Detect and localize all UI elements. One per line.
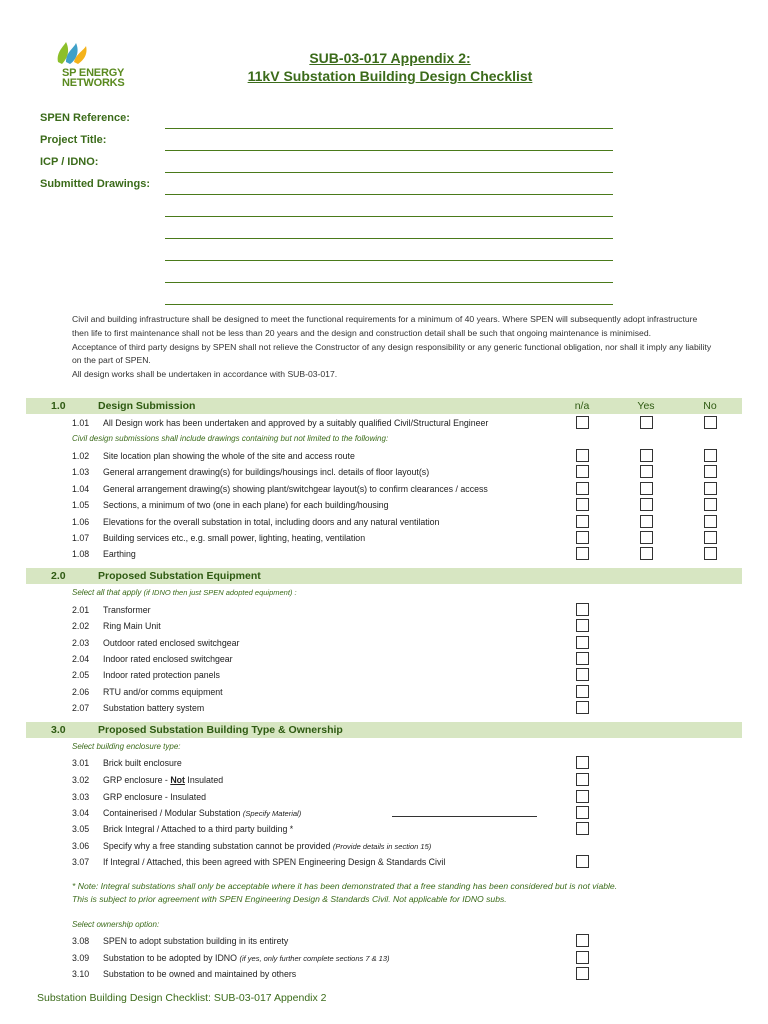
select-checkbox[interactable]: [576, 951, 589, 964]
select-checkbox[interactable]: [576, 756, 589, 769]
checklist-row: [0, 951, 768, 965]
project-title-label: Project Title:: [40, 134, 107, 146]
item-label: Substation battery system: [103, 703, 205, 713]
item-number: 3.07: [72, 857, 90, 867]
checklist-row: [0, 482, 768, 496]
item-number: 1.06: [72, 517, 90, 527]
material-input[interactable]: [392, 816, 537, 817]
logo-wordmark: SP ENERGY NETWORKS: [62, 67, 125, 89]
item-number: 1.07: [72, 533, 90, 543]
item-number: 2.01: [72, 605, 90, 615]
spen-reference-field[interactable]: [165, 128, 613, 129]
checklist-row: [0, 934, 768, 948]
item-label: All Design work has been undertaken and approved by a suitably qualified Civil/Structural Engineer: [103, 418, 489, 428]
item-number: 3.08: [72, 936, 90, 946]
item-label: RTU and/or comms equipment: [103, 687, 223, 697]
checklist-row: [0, 547, 768, 561]
checklist-row: [0, 685, 768, 699]
section-number: 1.0: [51, 400, 66, 412]
yes-checkbox[interactable]: [640, 465, 653, 478]
project-title-field[interactable]: [165, 150, 613, 151]
intro-paragraph-3: All design works shall be undertaken in accordance with SUB-03-017.: [72, 369, 338, 380]
item-label: Elevations for the overall substation in total, including doors and any natural ventilation: [103, 517, 440, 527]
na-checkbox[interactable]: [576, 416, 589, 429]
section-2-note: Select all that apply (if IDNO then just SPEN adopted equipment) :: [72, 588, 297, 597]
section-3-note: Select building enclosure type:: [72, 742, 181, 751]
checklist-row: [0, 498, 768, 512]
section-number: 2.0: [51, 570, 66, 582]
item-label: Indoor rated protection panels: [103, 670, 220, 680]
item-number: 1.03: [72, 467, 90, 477]
item-number: 2.04: [72, 654, 90, 664]
select-checkbox[interactable]: [576, 822, 589, 835]
intro-paragraph-1: Civil and building infrastructure shall be designed to meet the functional requirements for a minimum of 40 years. Where SPEN will subsequently adopt infrastructure then life to first maintenance shall not be less than 20 years and the design and construction detail shall be such that ongoing maintenance is minimised.: [72, 314, 698, 338]
select-checkbox[interactable]: [576, 790, 589, 803]
checklist-row: [0, 531, 768, 545]
item-number: 1.04: [72, 484, 90, 494]
no-checkbox[interactable]: [704, 465, 717, 478]
document-title-line-2: 11kV Substation Building Design Checklist: [247, 68, 533, 84]
yes-checkbox[interactable]: [640, 531, 653, 544]
section-title: Proposed Substation Equipment: [98, 570, 261, 582]
item-number: 2.03: [72, 638, 90, 648]
column-na: n/a: [574, 400, 590, 412]
item-number: 2.06: [72, 687, 90, 697]
checklist-row: [0, 449, 768, 463]
yes-checkbox[interactable]: [640, 449, 653, 462]
submitted-drawings-field-5[interactable]: [165, 282, 613, 283]
yes-checkbox[interactable]: [640, 547, 653, 560]
checklist-row: [0, 806, 768, 820]
checklist-row: [0, 839, 768, 853]
submitted-drawings-field-6[interactable]: [165, 304, 613, 305]
select-checkbox[interactable]: [576, 934, 589, 947]
select-checkbox[interactable]: [576, 668, 589, 681]
integral-substation-note: * Note: Integral substations shall only be acceptable where it has been demonstrated that a free standing has been considered but is not viable. This is subject to prior agreement with SPEN Engineering Design & Standards Civil. Not applicable for IDNO subs.: [72, 881, 618, 904]
yes-checkbox[interactable]: [640, 416, 653, 429]
item-label: Sections, a minimum of two (one in each plane) for each building/housing: [103, 500, 389, 510]
select-checkbox[interactable]: [576, 652, 589, 665]
select-checkbox[interactable]: [576, 806, 589, 819]
checklist-row: [0, 668, 768, 682]
select-checkbox[interactable]: [576, 619, 589, 632]
checklist-row: [0, 619, 768, 633]
item-number: 1.01: [72, 418, 90, 428]
item-number: 3.03: [72, 792, 90, 802]
no-checkbox[interactable]: [704, 547, 717, 560]
no-checkbox[interactable]: [704, 416, 717, 429]
na-checkbox[interactable]: [576, 498, 589, 511]
checklist-row: [0, 855, 768, 869]
column-no: No: [703, 400, 717, 412]
item-label: Brick Integral / Attached to a third party building *: [103, 824, 294, 834]
item-number: 3.06: [72, 841, 90, 851]
section-1-header: [26, 398, 742, 414]
section-title: Proposed Substation Building Type & Ownership: [98, 724, 343, 736]
icp-idno-field[interactable]: [165, 172, 613, 173]
checklist-row: [0, 515, 768, 529]
item-label: Specify why a free standing substation cannot be provided (Provide details in section 15): [103, 841, 432, 851]
checklist-row: [0, 967, 768, 981]
na-checkbox[interactable]: [576, 531, 589, 544]
item-label: General arrangement drawing(s) showing plant/switchgear layout(s) to confirm clearances / access: [103, 484, 488, 494]
item-label: Containerised / Modular Substation (Specify Material): [103, 808, 302, 818]
item-label: Ring Main Unit: [103, 621, 161, 631]
select-checkbox[interactable]: [576, 685, 589, 698]
no-checkbox[interactable]: [704, 498, 717, 511]
item-number: 3.10: [72, 969, 90, 979]
select-checkbox[interactable]: [576, 701, 589, 714]
item-number: 1.05: [72, 500, 90, 510]
checklist-row: [0, 603, 768, 617]
na-checkbox[interactable]: [576, 449, 589, 462]
checklist-row: [0, 465, 768, 479]
item-label: Substation to be owned and maintained by others: [103, 969, 297, 979]
item-label: Site location plan showing the whole of the site and access route: [103, 451, 355, 461]
select-checkbox[interactable]: [576, 773, 589, 786]
select-checkbox[interactable]: [576, 855, 589, 868]
item-number: 2.07: [72, 703, 90, 713]
item-number: 1.02: [72, 451, 90, 461]
item-number: 3.04: [72, 808, 90, 818]
item-label: If Integral / Attached, this been agreed with SPEN Engineering Design & Standards Civil: [103, 857, 446, 867]
checklist-row: [0, 416, 768, 430]
item-number: 2.05: [72, 670, 90, 680]
item-label: GRP enclosure - Insulated: [103, 792, 207, 802]
select-checkbox[interactable]: [576, 636, 589, 649]
na-checkbox[interactable]: [576, 515, 589, 528]
item-label: Building services etc., e.g. small power, lighting, heating, ventilation: [103, 533, 366, 543]
checklist-row: [0, 790, 768, 804]
intro-text: [72, 313, 712, 382]
no-checkbox[interactable]: [704, 482, 717, 495]
no-checkbox[interactable]: [704, 531, 717, 544]
item-label: SPEN to adopt substation building in its entirety: [103, 936, 289, 946]
spen-reference-label: SPEN Reference:: [40, 112, 130, 124]
item-number: 3.01: [72, 758, 90, 768]
section-title: Design Submission: [98, 400, 196, 412]
section-2-header: [26, 568, 742, 584]
item-label: General arrangement drawing(s) for buildings/housings incl. details of floor layout(s): [103, 467, 430, 477]
section-1-note: Civil design submissions shall include drawings containing but not limited to the following:: [72, 434, 389, 443]
no-checkbox[interactable]: [704, 449, 717, 462]
submitted-drawings-field-1[interactable]: [165, 194, 613, 195]
checklist-row: [0, 636, 768, 650]
na-checkbox[interactable]: [576, 482, 589, 495]
item-label: GRP enclosure - Not Insulated: [103, 775, 224, 785]
section-3-header: [26, 722, 742, 738]
item-number: 3.02: [72, 775, 90, 785]
column-yes: Yes: [637, 400, 655, 412]
item-number: 2.02: [72, 621, 90, 631]
item-number: 3.05: [72, 824, 90, 834]
checklist-row: [0, 822, 768, 836]
submitted-drawings-label: Submitted Drawings:: [40, 178, 151, 190]
item-label: Transformer: [103, 605, 151, 615]
yes-checkbox[interactable]: [640, 482, 653, 495]
submitted-drawings-field-4[interactable]: [165, 260, 613, 261]
checklist-row: [0, 756, 768, 770]
no-checkbox[interactable]: [704, 515, 717, 528]
icp-idno-label: ICP / IDNO:: [40, 156, 99, 168]
yes-checkbox[interactable]: [640, 515, 653, 528]
item-label: Outdoor rated enclosed switchgear: [103, 638, 240, 648]
item-number: 3.09: [72, 953, 90, 963]
select-checkbox[interactable]: [576, 603, 589, 616]
item-label: Substation to be adopted by IDNO (if yes, only further complete sections 7 & 13): [103, 953, 390, 963]
checklist-row: [0, 701, 768, 715]
item-label: Indoor rated enclosed switchgear: [103, 654, 233, 664]
submitted-drawings-field-3[interactable]: [165, 238, 613, 239]
page-footer: Substation Building Design Checklist: SUB-03-017 Appendix 2: [37, 992, 327, 1004]
intro-paragraph-2: Acceptance of third party designs by SPEN shall not relieve the Constructor of any design responsibility or any generic functional obligation, nor shall it imply any liability on the part of SPEN.: [72, 341, 712, 366]
select-checkbox[interactable]: [576, 967, 589, 980]
na-checkbox[interactable]: [576, 547, 589, 560]
yes-checkbox[interactable]: [640, 498, 653, 511]
checklist-row: [0, 652, 768, 666]
section-number: 3.0: [51, 724, 66, 736]
item-label: Brick built enclosure: [103, 758, 182, 768]
checklist-row: [0, 773, 768, 787]
document-title-line-1: SUB-03-017 Appendix 2:: [309, 50, 471, 66]
item-number: 1.08: [72, 549, 90, 559]
na-checkbox[interactable]: [576, 465, 589, 478]
item-label: Earthing: [103, 549, 136, 559]
submitted-drawings-field-2[interactable]: [165, 216, 613, 217]
ownership-note: Select ownership option:: [72, 920, 160, 929]
